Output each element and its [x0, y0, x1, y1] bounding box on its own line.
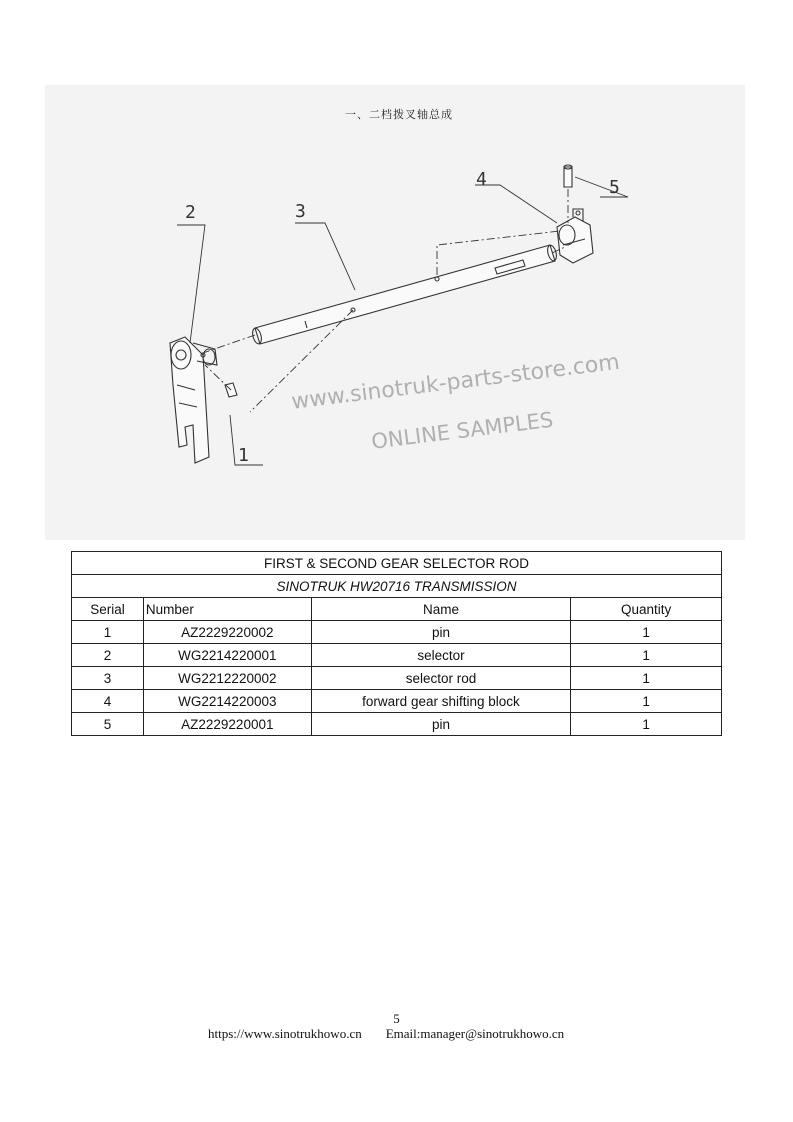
cell-serial: 4 — [72, 690, 144, 713]
shifting-block-drawing — [557, 209, 593, 263]
watermark-samples: ONLINE SAMPLES — [370, 407, 555, 454]
table-row — [72, 644, 722, 667]
pin-5-drawing — [564, 165, 572, 187]
page-number: 5 — [393, 1011, 400, 1026]
cell-number: AZ2229220001 — [143, 713, 311, 736]
header-serial: Serial — [72, 598, 144, 621]
header-quantity: Quantity — [571, 598, 722, 621]
callout-2: 2 — [185, 202, 196, 223]
table-header-row — [72, 598, 722, 621]
parts-drawing — [45, 85, 745, 540]
callout-1: 1 — [238, 445, 249, 466]
cell-number: WG2212220002 — [143, 667, 311, 690]
table-row — [72, 713, 722, 736]
callout-5: 5 — [609, 177, 620, 198]
cell-quantity: 1 — [571, 667, 722, 690]
selector-rod-drawing — [251, 244, 558, 345]
parts-table — [71, 551, 722, 736]
cell-number: AZ2229220002 — [143, 621, 311, 644]
header-name: Name — [311, 598, 570, 621]
drawing-title: 一、二档拨叉轴总成 — [345, 108, 453, 121]
table-title-row — [72, 552, 722, 575]
watermark-url: www.sinotruk-parts-store.com — [290, 349, 621, 415]
header-number: Number — [143, 598, 311, 621]
cell-quantity: 1 — [571, 690, 722, 713]
cell-serial: 5 — [72, 713, 144, 736]
footer-website: https://www.sinotrukhowo.cn — [208, 1026, 362, 1041]
cell-number: WG2214220001 — [143, 644, 311, 667]
cell-name: forward gear shifting block — [311, 690, 570, 713]
cell-quantity: 1 — [571, 621, 722, 644]
cell-quantity: 1 — [571, 644, 722, 667]
exploded-view-diagram — [45, 85, 745, 540]
table-row — [72, 667, 722, 690]
table-subtitle-row — [72, 575, 722, 598]
page-footer — [208, 1026, 564, 1042]
callout-4: 4 — [476, 169, 487, 190]
table-row — [72, 690, 722, 713]
selector-fork-drawing — [170, 337, 217, 463]
cell-name: pin — [311, 713, 570, 736]
cell-serial: 3 — [72, 667, 144, 690]
cell-quantity: 1 — [571, 713, 722, 736]
cell-name: pin — [311, 621, 570, 644]
cell-serial: 2 — [72, 644, 144, 667]
callout-3: 3 — [295, 201, 306, 222]
cell-number: WG2214220003 — [143, 690, 311, 713]
table-subtitle: SINOTRUK HW20716 TRANSMISSION — [72, 575, 722, 598]
table-row — [72, 621, 722, 644]
footer-email: Email:manager@sinotrukhowo.cn — [385, 1026, 565, 1041]
cell-name: selector rod — [311, 667, 570, 690]
cell-name: selector — [311, 644, 570, 667]
table-title: FIRST & SECOND GEAR SELECTOR ROD — [72, 552, 722, 575]
cell-serial: 1 — [72, 621, 144, 644]
